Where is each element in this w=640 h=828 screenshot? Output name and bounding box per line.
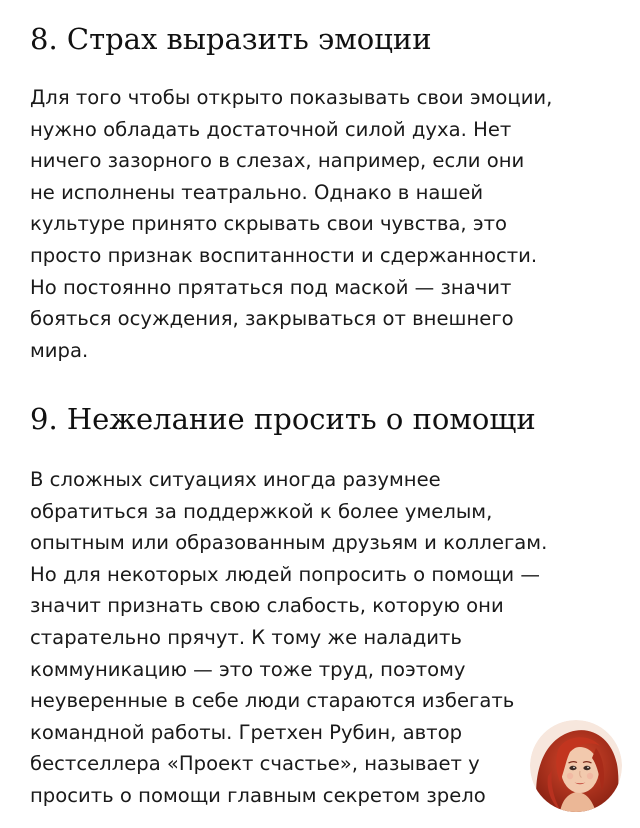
paragraph-line: просить о помощи главным секретом зрело <box>30 783 486 807</box>
paragraph-line: бояться осуждения, закрываться от внешнего <box>30 307 514 331</box>
paragraph-line: бестселлера «Проект счастье», называет у <box>30 752 480 776</box>
section-paragraph-9 <box>30 464 547 812</box>
paragraph-line: нужно обладать достаточной силой духа. Нет <box>30 117 512 141</box>
paragraph-line: мира. <box>30 338 89 362</box>
paragraph-line: старательно прячут. К тому же наладить <box>30 625 462 649</box>
paragraph-line: Для того чтобы открыто показывать свои эмоции, <box>30 86 553 109</box>
paragraph-line: неуверенные в себе люди стараются избегать <box>30 689 515 713</box>
paragraph-line: коммуникацию — это тоже труд, поэтому <box>30 657 466 681</box>
paragraph-line: Но постоянно прятаться под маской — значит <box>30 275 512 299</box>
paragraph-line: значит признать свою слабость, которую они <box>30 594 504 618</box>
paragraph-line: обратиться за поддержкой к более умелым, <box>30 499 493 523</box>
section-heading-8: 8. Страх выразить эмоции <box>30 22 432 56</box>
paragraph-line: ничего зазорного в слезах, например, если они <box>30 149 525 173</box>
paragraph-line: не исполнены театрально. Однако в нашей <box>30 180 484 204</box>
paragraph-line: культуре принято скрывать свои чувства, это <box>30 212 508 236</box>
paragraph-line: просто признак воспитанности и сдержанности. <box>30 243 538 267</box>
paragraph-line: опытным или образованным друзьям и коллегам. <box>30 531 548 555</box>
paragraph-line: командной работы. Гретхен Рубин, автор <box>30 720 463 744</box>
paragraph-line: Но для некоторых людей попросить о помощи — <box>30 562 540 586</box>
section-heading-9: 9. Нежелание просить о помощи <box>30 402 536 436</box>
red-haired-woman-avatar-icon <box>530 720 622 812</box>
paragraph-line: В сложных ситуациях иногда разумнее <box>30 468 441 491</box>
section-paragraph-8 <box>30 82 552 366</box>
avatar <box>530 720 622 812</box>
